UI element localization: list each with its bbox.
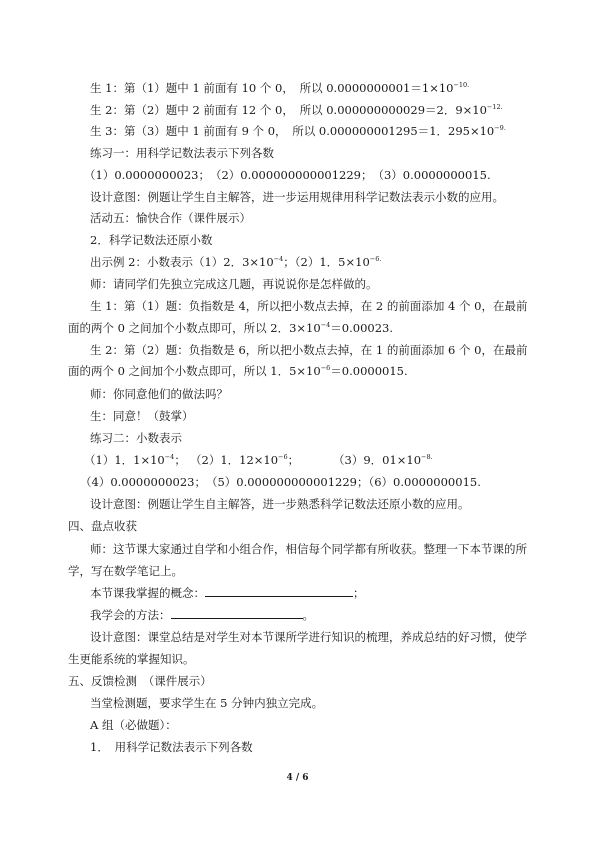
text-line: 面的两个 0 之间加个小数点即可，所以 2．$3\times 10^{-4}=0.00023$.: [68, 321, 393, 335]
exercise-item: （2）1．$12\times 10^{-6}$；: [190, 453, 300, 467]
section-subheading: 2．科学记数法还原小数: [90, 233, 213, 247]
text-line: 生 1：第（1）题中 1 前面有 10 个 0， 所以 $0.0000000001=1\times 10^{-10.}$: [90, 81, 470, 95]
design-intent: 设计意图：课堂总结是对学生对本节课所学进行知识的梳理，养成总结的好习惯，使学: [90, 630, 527, 644]
exercise-item: （1）1．$1\times 10^{-4}$；: [84, 453, 186, 467]
exercise-item: （3）9．$01\times 10^{-8.}$: [333, 453, 433, 467]
text-line: （4）0.0000000023； （5）0.000000000001229；（6）0.0000000015.: [80, 475, 481, 489]
group-heading: A 组（必做题）：: [90, 718, 177, 732]
section-heading: 五、反馈检测 （课件展示）: [68, 674, 212, 688]
activity-heading: 活动五：愉快合作（课件展示）: [90, 211, 251, 225]
text-line: 生更能系统的掌握知识。: [68, 652, 195, 666]
text-line: 师：这节课大家通过自学和小组合作，相信每个同学都有所收获。整理一下本节课的所: [90, 542, 527, 556]
text-line: 学，写在数学笔记上。: [68, 564, 183, 578]
text-line: 我学会的方法： 。: [90, 608, 314, 622]
text-line: 面的两个 0 之间加个小数点即可，所以 1．$5\times 10^{-6}=0.0000015$.: [68, 364, 408, 378]
text-line: 生 1：第（1）题：负指数是 4，所以把小数点去掉，在 2 的前面添加 4 个 0，在最前: [90, 299, 528, 313]
text-line: 生 3：第（3）题中 1 前面有 9 个 0， 所以 0.000000001295＝1．$295\times 10^{-9.}$: [90, 124, 506, 138]
text-line: 师：你同意他们的做法吗？: [90, 387, 228, 401]
text-line: 本节课我掌握的概念： ；: [90, 586, 365, 600]
question-item: 1． 用科学记数法表示下列各数: [90, 740, 253, 754]
section-heading: 四、盘点收获: [68, 519, 137, 533]
text-line: 生：同意！（鼓掌）: [90, 409, 194, 423]
design-intent: 设计意图：例题让学生自主解答，进一步熟悉科学记数法还原小数的应用。: [90, 497, 470, 511]
fill-in-blank[interactable]: [205, 585, 353, 597]
text-line: 出示例 2：小数表示（1）2．$3\times 10^{-4}$；（2）1．$5\times 10^{-6.}$: [90, 255, 382, 269]
fill-in-blank[interactable]: [171, 607, 303, 619]
exercise-heading: 练习一：用科学记数法表示下列各数: [90, 146, 274, 160]
page-number: 4 / 6: [286, 773, 309, 783]
text-line: （1）0.0000000023； （2）0.000000000001229； （3）0.0000000015.: [84, 168, 491, 182]
exercise-heading: 练习二：小数表示: [90, 431, 182, 445]
design-intent: 设计意图：例题让学生自主解答，进一步运用规律用科学记数法表示小数的应用。: [90, 190, 504, 204]
text-line: 生 2：第（2）题：负指数是 6，所以把小数点去掉，在 1 的前面添加 6 个 0，在最前: [90, 343, 528, 357]
text-line: 当堂检测题，要求学生在 5 分钟内独立完成。: [90, 696, 324, 710]
text-line: 师：请同学们先独立完成这几题，再说说你是怎样做的。: [90, 277, 378, 291]
text-line: 生 2：第（2）题中 2 前面有 12 个 0， 所以 0.000000000029＝2．$9\times 10^{-12.}$: [90, 103, 503, 117]
